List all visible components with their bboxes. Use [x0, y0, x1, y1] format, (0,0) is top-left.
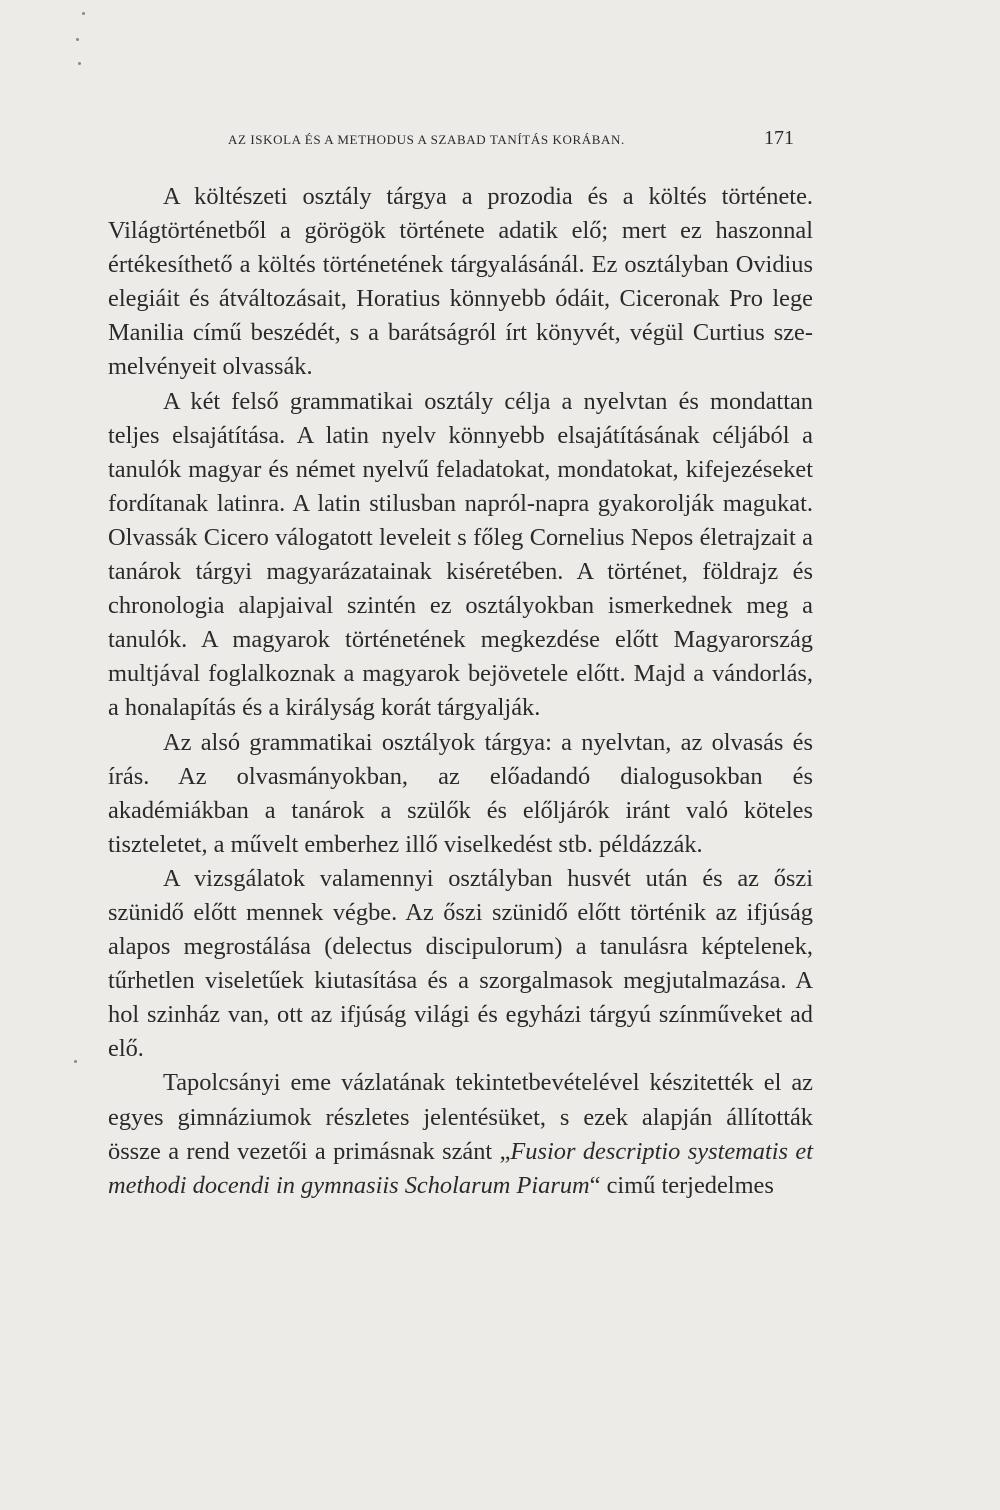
body-text — [108, 180, 813, 1203]
paragraph-tapolcsanyi — [108, 1066, 813, 1202]
paper-speck — [76, 38, 79, 41]
page-header — [228, 127, 794, 150]
paragraph-lower-grammar: Az alsó grammatikai osztályok tárgya: a nyelvtan, az olvasás és írás. Az olvasmányokban, az előadandó dialogusokban és akadémiákban a tanárok a szülők és előljárók iránt való köteles tiszteletet, a művelt emberhez illő viselkedést stb. példázzák. — [108, 728, 813, 858]
paragraph-text-before: Tapolcsányi eme vázlatának tekintetbevételével készitették el az egyes gimnáziumok részletes jelentésüket, s ezek alapján állították össze a rend vezetői a primásnak szánt „ — [108, 1069, 813, 1165]
paper-speck — [82, 12, 85, 15]
page-number: 171 — [764, 127, 794, 149]
paragraph-examinations: A vizsgálatok valamennyi osztályban husvét után és az őszi szünidő előtt mennek végbe. Az őszi szünidő előtt történik az ifjúság alapos megrostálása (delectus discipulorum) a tanulásra képtelenek, tűrhetlen viseletűek kiutasítása és a szorgalmasok megjutalmazása. A hol szinház van, ott az ifjúság világi és egyházi tárgyú színműveket ad elő. — [108, 864, 813, 1063]
paragraph-poetry-class: A költészeti osztály tárgya a prozodia és a költés története. Világtörténetből a görögök története adatik elő; mert ez haszonnal értékesíthető a költés történetének tárgyalásánál. Ez osztályban Ovidius elegiáit és átváltozásait, Horatius könnyebb ódáit, Ciceronak Pro lege Manilia című beszédét, s a barátságról írt könyvét, végül Curtius szemelvényeit olvassák. — [108, 183, 813, 381]
paper-speck — [74, 1060, 77, 1063]
paper-speck — [78, 62, 81, 65]
paragraph-upper-grammar: A két felső grammatikai osztály célja a nyelvtan és mondattan teljes elsajátítása. A latin nyelv könnyebb elsajátításának céljából a tanulók magyar és német nyelvű feladatokat, mondatokat, kifejezéseket fordítanak latinra. A latin stilusban napról-napra gyakorolják magukat. Olvassák Cicero válogatott leveleit s főleg Cornelius Nepos életrajzait a tanárok tárgyi magyarázatainak kiséretében. A történet, földrajz és chronologia alapjaival szintén ez osztályokban ismerkednek meg a tanulók. A magyarok történetének megkezdése előtt Magyarország multjával foglalkoznak a magyarok bejövetele előtt. Majd a vándorlás, a honalapítás és a királyság korát tárgyalják. — [108, 387, 813, 722]
running-title: AZ ISKOLA ÉS A METHODUS A SZABAD TANÍTÁS KORÁBAN. — [228, 132, 625, 147]
latin-title: Fusior descriptio systematis et methodi docendi in gymnasiis Scholarum Piarum — [108, 1137, 813, 1199]
paragraph-text-after: “ cimű terjedelmes — [589, 1171, 774, 1199]
